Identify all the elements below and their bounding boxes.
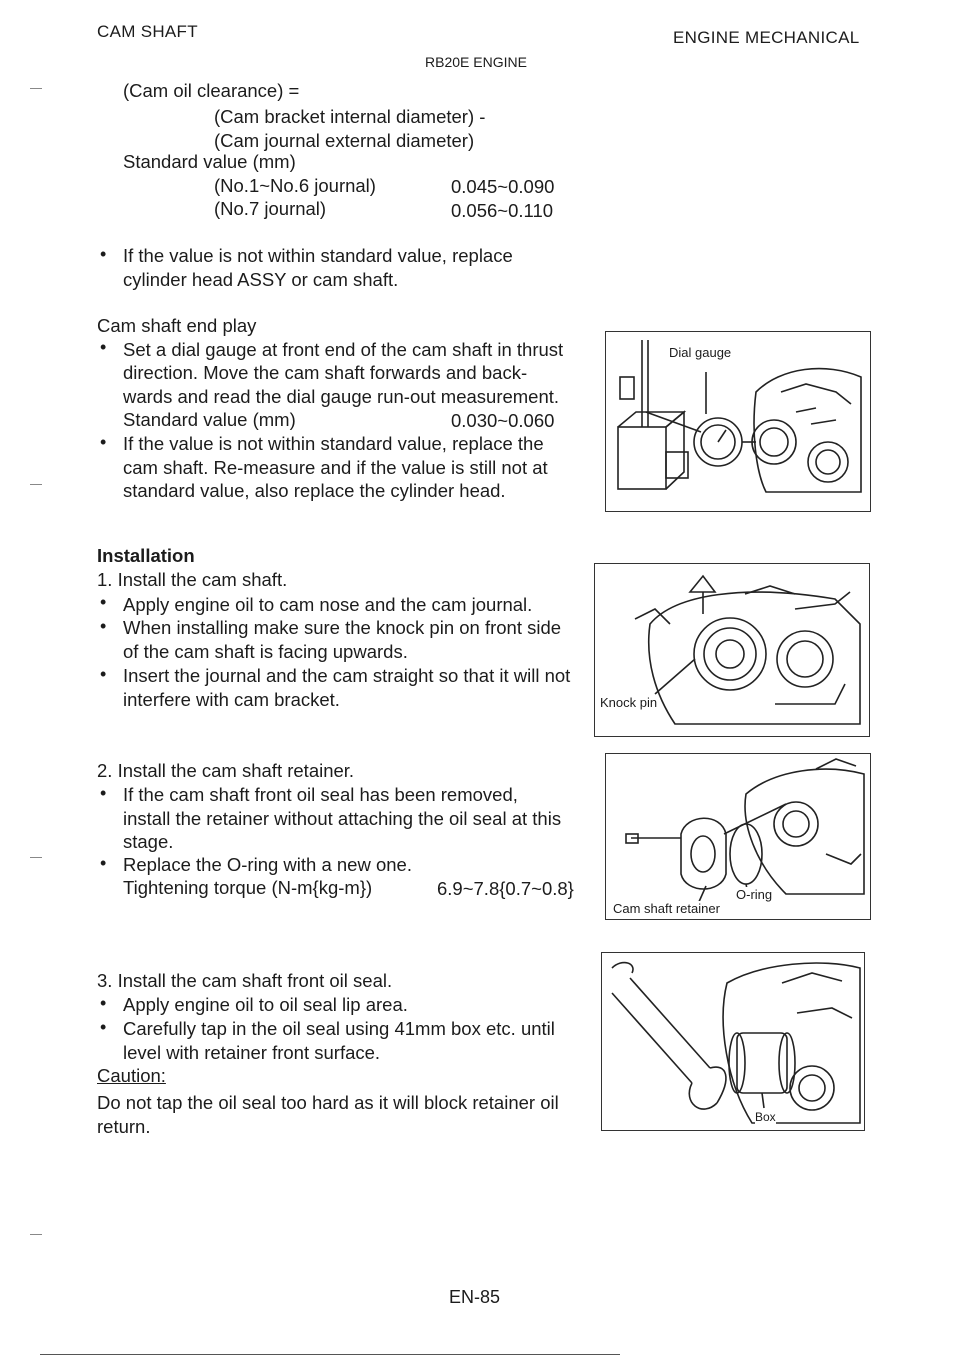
engine-label: RB20E ENGINE	[425, 54, 527, 70]
step-text: Insert the journal and the cam straight so that it will not	[123, 665, 571, 686]
figure-label: Dial gauge	[669, 345, 732, 360]
note-text: cylinder head ASSY or cam shaft.	[123, 269, 399, 290]
note-text: If the value is not within standard value, replace	[123, 245, 513, 266]
standard-value-label: Standard value (mm)	[123, 151, 296, 172]
section-title: CAM SHAFT	[97, 22, 198, 41]
step-heading: 1. Install the cam shaft.	[97, 569, 288, 590]
footer-rule	[40, 1354, 620, 1355]
bullet: •	[100, 337, 107, 357]
margin-mark	[30, 88, 42, 89]
end-play-text: direction. Move the cam shaft forwards and back-	[123, 362, 528, 383]
bullet: •	[100, 783, 107, 803]
step-heading: 2. Install the cam shaft retainer.	[97, 760, 355, 781]
end-play-text: standard value, also replace the cylinder head.	[123, 480, 506, 501]
bullet: •	[100, 1017, 107, 1037]
step-text: Replace the O-ring with a new one.	[123, 854, 412, 875]
bullet: •	[100, 592, 107, 612]
chapter-title: ENGINE MECHANICAL	[673, 28, 860, 47]
knock-pin-figure	[594, 563, 870, 737]
bullet: •	[100, 616, 107, 636]
formula-label: (Cam oil clearance) =	[123, 80, 300, 101]
step-text: level with retainer front surface.	[123, 1042, 381, 1063]
end-play-text: cam shaft. Re-measure and if the value is still not at	[123, 457, 548, 478]
end-play-text: If the value is not within standard value, replace the	[123, 433, 544, 454]
step-text: If the cam shaft front oil seal has been removed,	[123, 784, 518, 805]
spec-row-value: 0.030~0.060	[451, 410, 555, 431]
formula-line: (Cam journal external diameter)	[214, 130, 475, 151]
figure-label: Knock pin	[600, 695, 658, 710]
step-text: interfere with cam bracket.	[123, 689, 340, 710]
step-text: stage.	[123, 831, 174, 852]
step-text: Apply engine oil to oil seal lip area.	[123, 994, 408, 1015]
end-play-text: Set a dial gauge at front end of the cam shaft in thrust	[123, 339, 564, 360]
bullet: •	[100, 853, 107, 873]
margin-mark	[30, 1234, 42, 1235]
standard-value-label: Standard value (mm)	[123, 409, 296, 430]
step-text: Apply engine oil to cam nose and the cam journal.	[123, 594, 533, 615]
step-text: install the retainer without attaching the oil seal at this	[123, 808, 562, 829]
bullet: •	[100, 244, 107, 264]
end-play-text: wards and read the dial gauge run-out measurement.	[123, 386, 560, 407]
step-text: Carefully tap in the oil seal using 41mm box etc. until	[123, 1018, 555, 1039]
box-tool-figure	[601, 952, 865, 1131]
caution-text: Do not tap the oil seal too hard as it will block retainer oil	[97, 1092, 559, 1113]
spec-row-value: 0.056~0.110	[451, 200, 554, 221]
torque-label: Tightening torque (N-m{kg-m})	[123, 877, 373, 898]
box-tool-illustration	[602, 953, 864, 1130]
margin-mark	[30, 857, 42, 858]
bullet: •	[100, 993, 107, 1013]
bullet: •	[100, 432, 107, 452]
torque-value: 6.9~7.8{0.7~0.8}	[437, 878, 574, 899]
bullet: •	[100, 664, 107, 684]
spec-row-value: 0.045~0.090	[451, 176, 555, 197]
page-number: EN-85	[449, 1287, 501, 1307]
dial-gauge-illustration	[606, 332, 870, 511]
installation-heading: Installation	[97, 545, 195, 566]
figure-label: Box	[755, 1110, 776, 1124]
knock-pin-illustration	[595, 564, 869, 736]
step-text: of the cam shaft is facing upwards.	[123, 641, 408, 662]
formula-line: (Cam bracket internal diameter) -	[214, 106, 486, 127]
step-text: When installing make sure the knock pin on front side	[123, 617, 562, 638]
retainer-figure	[605, 753, 871, 920]
margin-mark	[30, 484, 42, 485]
spec-row-label: (No.1~No.6 journal)	[214, 175, 376, 196]
caution-text: return.	[97, 1116, 151, 1137]
figure-label: O-ring	[736, 887, 773, 902]
end-play-title: Cam shaft end play	[97, 315, 257, 336]
dial-gauge-figure	[605, 331, 871, 512]
figure-label: Cam shaft retainer	[613, 901, 720, 916]
spec-row-label: (No.7 journal)	[214, 198, 327, 219]
caution-label: Caution:	[97, 1065, 166, 1086]
step-heading: 3. Install the cam shaft front oil seal.	[97, 970, 393, 991]
